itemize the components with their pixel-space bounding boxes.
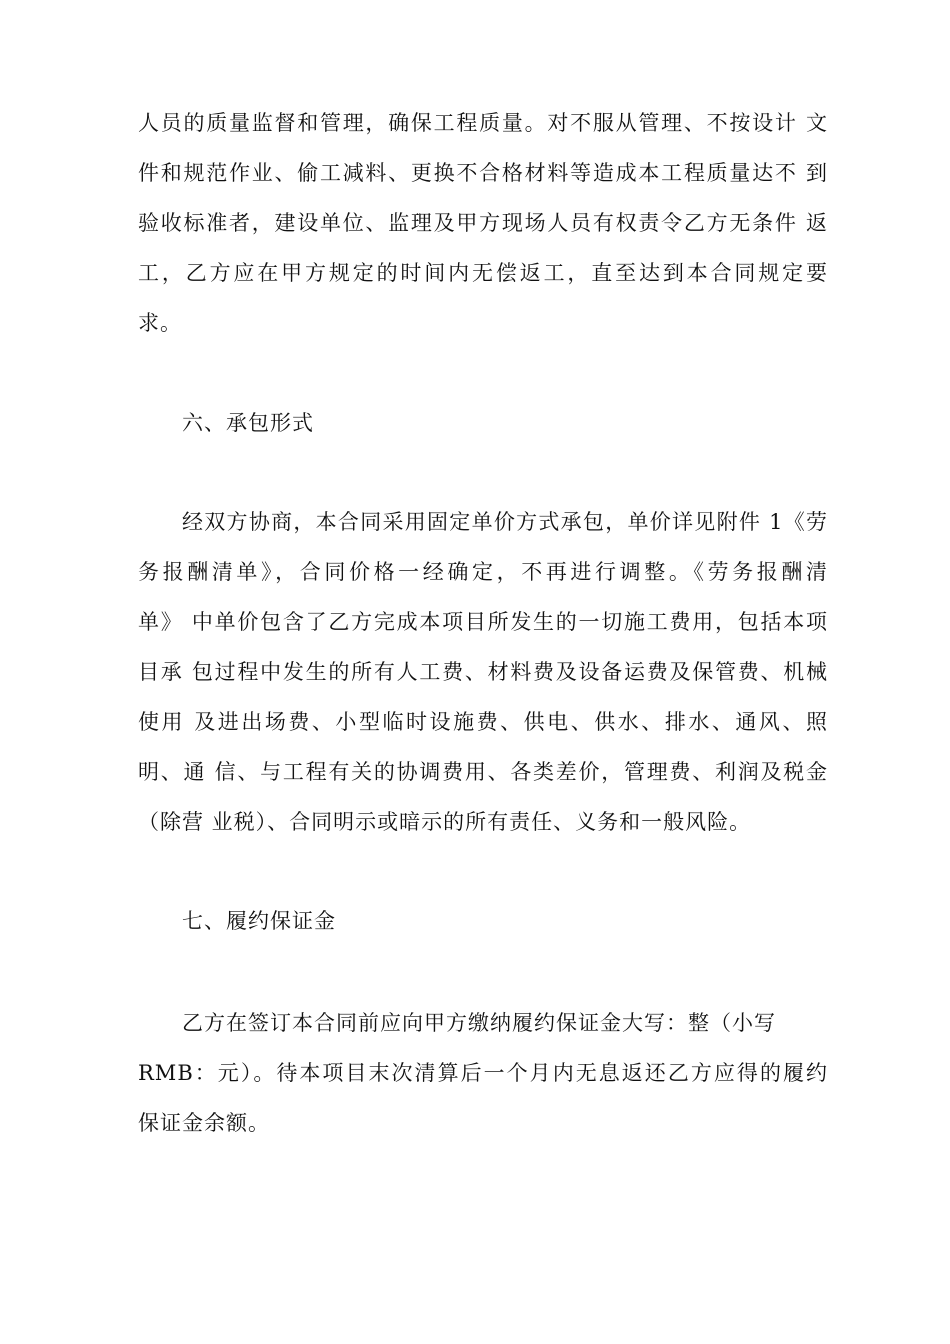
paragraph-quality-supervision [138,98,828,348]
paragraph-performance-bond [138,998,828,1148]
paragraph-contract-form [138,497,828,847]
text-line: 单》 中单价包含了乙方完成本项目所发生的一切施工费用，包括本项 [138,610,828,634]
text-line: RMB：元）。待本项目末次清算后一个月内无息返还乙方应得的履约 [138,1061,828,1085]
text-line: 验收标准者，建设单位、监理及甲方现场人员有权责令乙方无条件 返 [138,211,828,235]
text-line: 乙方在签订本合同前应向甲方缴纳履约保证金大写：整（小写 [182,1011,776,1035]
text-line: 明、通 信、与工程有关的协调费用、各类差价，管理费、利润及税金 [138,760,828,784]
text-line: （除营 业税）、合同明示或暗示的所有责任、义务和一般风险。 [138,810,752,834]
text-line: 工，乙方应在甲方规定的时间内无偿返工，直至达到本合同规定要 [138,261,828,285]
text-line: 经双方协商，本合同采用固定单价方式承包，单价详见附件 1《劳 [182,510,828,534]
section-heading-contract-form: 六、承包形式 [182,411,314,435]
text-line: 使用 及进出场费、小型临时设施费、供电、供水、排水、通风、照 [138,710,828,734]
text-line: 件和规范作业、偷工减料、更换不合格材料等造成本工程质量达不 到 [138,161,828,185]
text-line: 人员的质量监督和管理，确保工程质量。对不服从管理、不按设计 文 [138,111,828,135]
text-line: 求。 [138,311,182,335]
text-line: 务报酬清单》，合同价格一经确定，不再进行调整。《劳务报酬清 [138,560,828,584]
text-line: 目承 包过程中发生的所有人工费、材料费及设备运费及保管费、机械 [138,660,828,684]
section-heading-performance-bond: 七、履约保证金 [182,909,336,933]
text-line: 保证金余额。 [138,1111,270,1135]
